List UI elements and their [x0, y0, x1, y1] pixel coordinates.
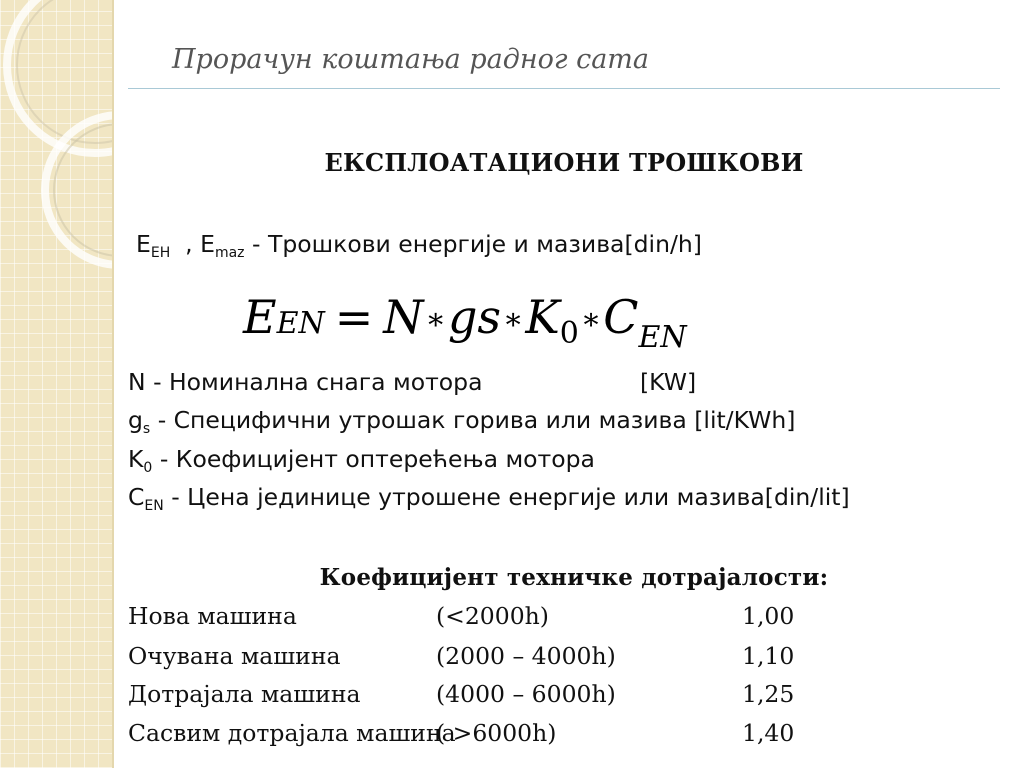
- coef-value: 1,10: [742, 642, 795, 670]
- energy-cost-description: - Трошкови енергије и мазива[din/h]: [244, 230, 702, 258]
- symbol-e: E: [136, 230, 151, 258]
- definition-n-unit: [KW]: [640, 368, 697, 396]
- formula-star-2: ∗: [503, 302, 524, 337]
- formula-k-subscript: 0: [559, 316, 579, 351]
- definition-n: [128, 368, 482, 396]
- coef-name: Очувана машина: [128, 642, 341, 670]
- coef-name: Сасвим дотрајала машина: [128, 719, 456, 747]
- formula-n: N: [383, 290, 424, 344]
- slide-title: Прорачун коштања радног сата: [172, 44, 650, 75]
- coef-name: Дотрајала машина: [128, 680, 361, 708]
- coef-range: (4000 – 6000h): [436, 680, 616, 708]
- formula-star-3: ∗: [580, 302, 602, 337]
- energy-cost-line: [136, 230, 702, 261]
- symbol-e-sub-maz: maz: [214, 245, 245, 261]
- formula-equals: =: [334, 290, 374, 344]
- strip-edge: [112, 0, 114, 768]
- formula-k: K: [525, 290, 560, 344]
- coefficient-heading: Коефицијент техничке дотрајалости:: [319, 564, 829, 591]
- coef-range: (2000 – 4000h): [436, 642, 616, 670]
- formula-lhs-subscript: EN: [276, 306, 325, 341]
- coef-range: ( >6000h): [436, 719, 557, 747]
- formula-star-1: ∗: [425, 302, 446, 337]
- definition-text: - Коефицијент оптерећења мотора: [152, 445, 595, 473]
- formula-c-subscript: EN: [638, 320, 687, 355]
- coef-name: Нова машина: [128, 602, 297, 630]
- ring-outer: [7, 0, 114, 153]
- definition-text: - Номинална снага мотора: [145, 368, 483, 396]
- definition-text: - Цена јединице утрошене енергије или мазива[din/lit]: [163, 483, 850, 511]
- coef-value: 1,40: [742, 719, 795, 747]
- definition-symbol: N: [128, 368, 146, 396]
- definition-symbol: K: [128, 445, 144, 473]
- section-heading: ЕКСПЛОАТАЦИОНИ ТРОШКОВИ: [324, 148, 804, 177]
- definition-cen: [128, 483, 850, 514]
- definition-gs: [128, 406, 795, 437]
- definition-text: - Специфични утрошак горива или мазива [lit/KWh]: [150, 406, 796, 434]
- formula-c: C: [603, 290, 639, 344]
- energy-formula: [243, 290, 687, 355]
- coef-range: (<2000h): [436, 602, 549, 630]
- definition-subscript: s: [142, 421, 151, 437]
- separator: , E: [170, 230, 215, 258]
- formula-gs: gs: [447, 290, 501, 344]
- formula-lhs: E: [243, 290, 277, 344]
- coef-value: 1,25: [742, 680, 795, 708]
- title-divider: [128, 88, 1000, 89]
- decorative-rings: [0, 0, 114, 768]
- symbol-e-sub-eh: EH: [150, 245, 171, 261]
- definition-symbol: C: [128, 483, 145, 511]
- coef-value: 1,00: [742, 602, 795, 630]
- definition-k0: [128, 445, 595, 476]
- definition-symbol: g: [128, 406, 143, 434]
- definition-subscript: EN: [144, 498, 164, 514]
- decorative-side-strip: [0, 0, 114, 768]
- definition-subscript: 0: [143, 460, 153, 476]
